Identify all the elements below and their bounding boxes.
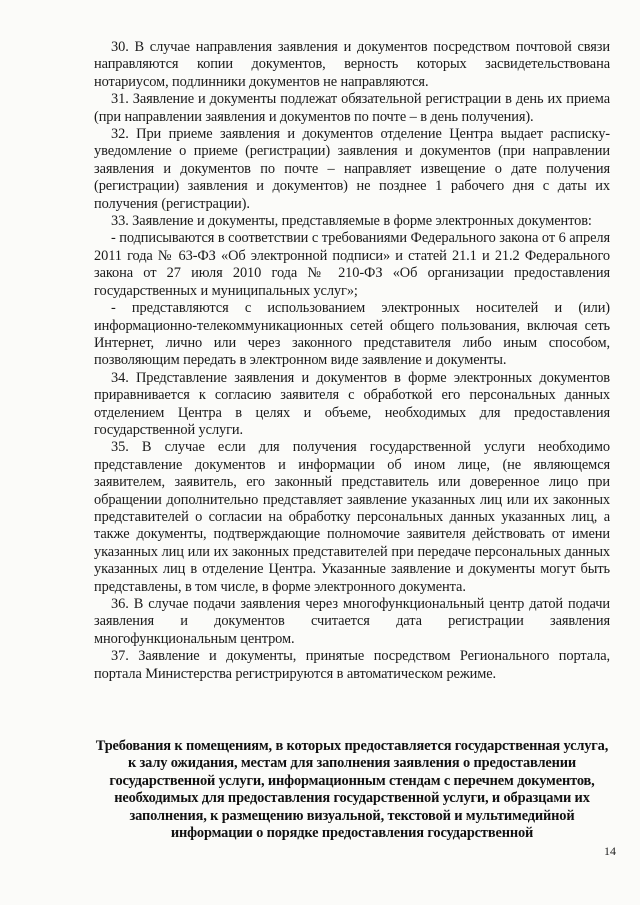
page-number: 14 (604, 844, 616, 858)
paragraph-31: 31. Заявление и документы подлежат обязательной регистрации в день их приема (при направлении заявления и документов по почте – в день получения). (94, 91, 610, 125)
document-body (94, 39, 610, 683)
paragraph-33: 33. Заявление и документы, представляемые в форме электронных документов: (111, 213, 592, 230)
paragraph-34: 34. Представление заявления и документов в форме электронных документов приравнивается к согласию заявителя с обработкой его персональных данных отделением Центра в целях и объеме, необходимых для предоставления государственной услуги. (94, 369, 610, 438)
paragraph-33-item-2: - представляются с использованием электронных носителей и (или) информационно-телекоммуникационных сетей общего пользования, включая сеть Интернет, лично или через законного представителя либо иным способом, позволяющим передать в электронном виде заявление и документы. (94, 300, 610, 369)
section-heading: Требования к помещениям, в которых предоставляется государственная услуга, к залу ожидания, местам для заполнения заявления о предоставлении государственной услуги, информационным стендам с перечнем документов, необходимых для предоставления государственной услуги, и образцами их заполнения, к размещению визуальной, текстовой и мультимедийной информации о порядке предоставления государственной (95, 738, 609, 842)
paragraph-37: 37. Заявление и документы, принятые посредством Регионального портала, портала Министерства регистрируются в автоматическом режиме. (94, 648, 610, 682)
paragraph-32: 32. При приеме заявления и документов отделение Центра выдает расписку-уведомление о приеме (регистрации) заявления и документов (при направлении заявления и документов по почте – направляет извещение о дате получения (регистрации) заявления и документов) не позднее 1 рабочего дня с даты их получения (регистрации). (94, 126, 610, 212)
paragraph-36: 36. В случае подачи заявления через многофункциональный центр датой подачи заявления и документов считается дата регистрации заявления многофункциональным центром. (94, 596, 610, 647)
paragraph-35: 35. В случае если для получения государственной услуги необходимо представление документов и информации об ином лице, (не являющемся заявителем, заявитель, его законный представитель или доверенное лицо при обращении дополнительно представляет заявление указанных лиц или их законных представителей о согласии на обработку персональных данных указанных лиц, а также документы, подтверждающие полномочие заявителя действовать от имени указанных лиц или их законных представителей при передаче персональных данных указанных лиц в отделение Центра. Указанные заявление и документы могут быть представлены, в том числе, в форме электронного документа. (94, 439, 610, 595)
paragraph-30: 30. В случае направления заявления и документов посредством почтовой связи направляются копии документов, верность которых засвидетельствована нотариусом, подлинники документов не направляются. (94, 39, 610, 90)
paragraph-33-item-1: - подписываются в соответствии с требованиями Федерального закона от 6 апреля 2011 года № 63-ФЗ «Об электронной подписи» и статей 21.1 и 21.2 Федерального закона от 27 июля 2010 года № 210-ФЗ «Об организации предоставления государственных и муниципальных услуг»; (94, 230, 610, 299)
